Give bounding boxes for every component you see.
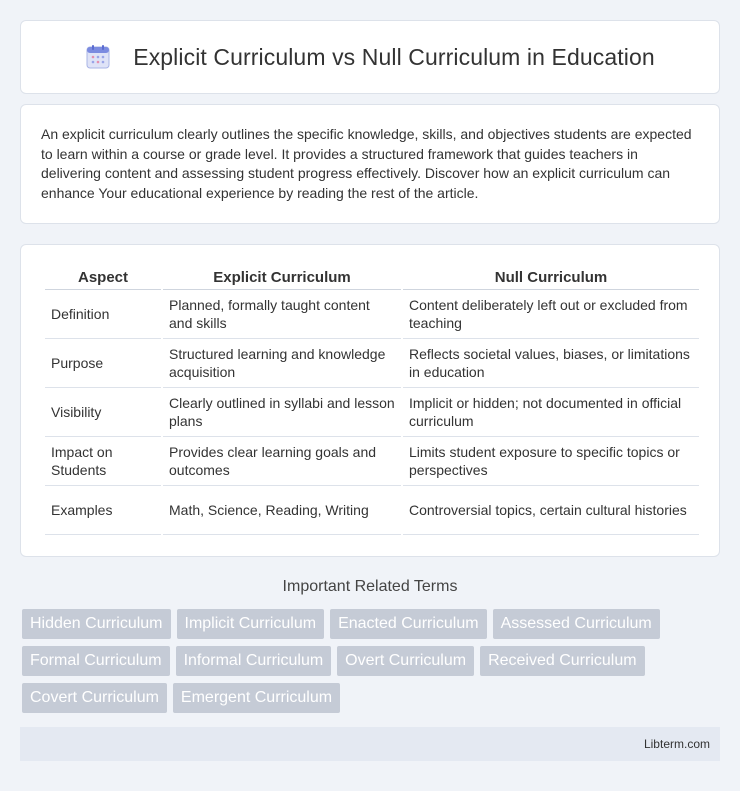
tag-implicit-curriculum[interactable]: Implicit Curriculum (177, 609, 325, 639)
table-row (45, 290, 699, 339)
comparison-table (43, 265, 701, 535)
cell-null: Limits student exposure to specific topics or perspectives (403, 437, 699, 486)
table-row (45, 437, 699, 486)
cell-null: Reflects societal values, biases, or limitations in education (403, 339, 699, 388)
tag-formal-curriculum[interactable]: Formal Curriculum (22, 646, 170, 676)
cell-aspect: Definition (45, 290, 161, 339)
intro-card (20, 104, 720, 224)
page-title: Explicit Curriculum vs Null Curriculum in Education (133, 43, 655, 70)
tag-emergent-curriculum[interactable]: Emergent Curriculum (173, 683, 340, 713)
table-row (45, 388, 699, 437)
header-null: Null Curriculum (403, 265, 699, 290)
table-row (45, 339, 699, 388)
tag-assessed-curriculum[interactable]: Assessed Curriculum (493, 609, 660, 639)
comparison-table-card (20, 244, 720, 557)
cell-aspect: Impact on Students (45, 437, 161, 486)
cell-null: Controversial topics, certain cultural histories (403, 486, 699, 535)
header-aspect: Aspect (45, 265, 161, 290)
tag-overt-curriculum[interactable]: Overt Curriculum (337, 646, 474, 676)
cell-null: Implicit or hidden; not documented in official curriculum (403, 388, 699, 437)
footer (20, 727, 720, 761)
table-header-row (45, 265, 699, 290)
related-terms-tags (22, 609, 722, 720)
tag-received-curriculum[interactable]: Received Curriculum (480, 646, 645, 676)
footer-site-link[interactable]: Libterm.com (643, 737, 710, 751)
intro-paragraph: An explicit curriculum clearly outlines the specific knowledge, skills, and objectives students are expected to learn within a course or grade level. It provides a structured framework that guides teachers in delivering content and assessing student progress effectively. Discover how an explicit curriculum can enhance Your educational experience by reading the rest of the article. (41, 126, 692, 201)
cell-aspect: Purpose (45, 339, 161, 388)
cell-explicit: Provides clear learning goals and outcomes (163, 437, 401, 486)
cell-explicit: Structured learning and knowledge acquisition (163, 339, 401, 388)
cell-null: Content deliberately left out or excluded from teaching (403, 290, 699, 339)
tag-enacted-curriculum[interactable]: Enacted Curriculum (330, 609, 487, 639)
header-explicit: Explicit Curriculum (163, 265, 401, 290)
cell-explicit: Planned, formally taught content and skills (163, 290, 401, 339)
tag-informal-curriculum[interactable]: Informal Curriculum (176, 646, 332, 676)
cell-explicit: Math, Science, Reading, Writing (163, 486, 401, 535)
tag-covert-curriculum[interactable]: Covert Curriculum (22, 683, 167, 713)
header-card (20, 20, 720, 94)
cell-aspect: Examples (45, 486, 161, 535)
cell-explicit: Clearly outlined in syllabi and lesson plans (163, 388, 401, 437)
tag-hidden-curriculum[interactable]: Hidden Curriculum (22, 609, 171, 639)
table-row (45, 486, 699, 535)
related-terms-title: Important Related Terms (282, 578, 458, 595)
calendar-icon (85, 44, 111, 70)
cell-aspect: Visibility (45, 388, 161, 437)
